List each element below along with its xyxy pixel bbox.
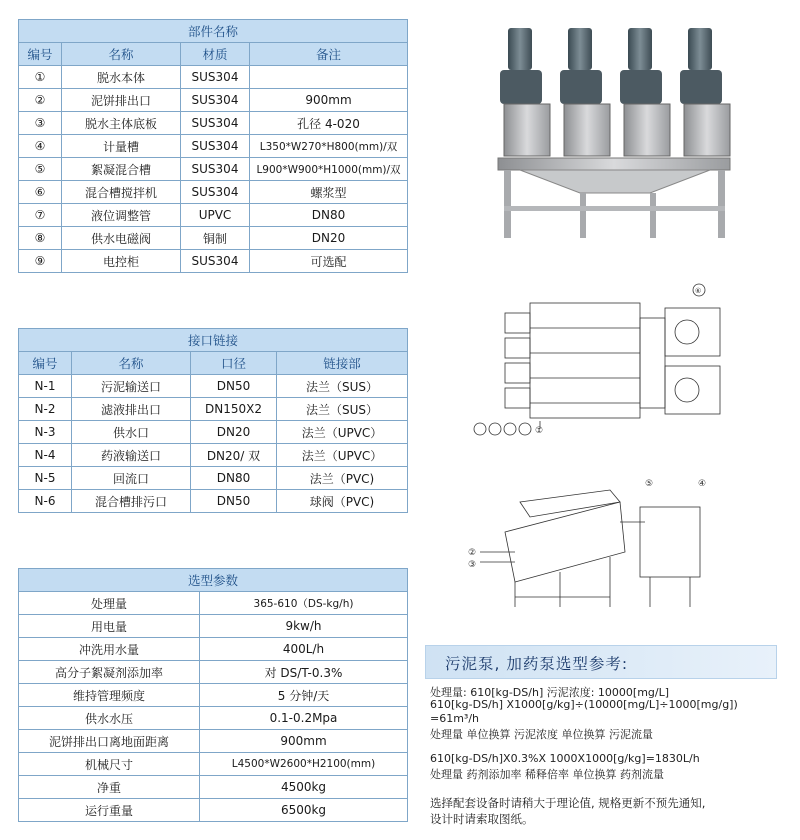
spec-row-cell: 4500kg <box>200 776 408 799</box>
ports-row-cell: 法兰（SUS） <box>277 398 408 421</box>
spec-row-cell: 5 分钟/天 <box>200 684 408 707</box>
formula-line-6: 处理量 药剂添加率 稀释倍率 单位换算 药剂流量 <box>430 768 664 781</box>
parts-row-cell: ① <box>19 66 62 89</box>
ports-row <box>19 467 408 490</box>
parts-row-cell: ② <box>19 89 62 112</box>
side-label-3: ③ <box>468 560 477 570</box>
spec-row-cell: 高分子絮凝剂添加率 <box>19 661 200 684</box>
ports-header-size: 口径 <box>191 352 277 375</box>
ports-row <box>19 421 408 444</box>
top-view-drawing <box>455 283 755 443</box>
note-line-2: 设计时请索取图纸。 <box>430 812 534 826</box>
parts-row-cell: 脱水主体底板 <box>62 112 181 135</box>
parts-row-cell: 可选配 <box>250 250 408 273</box>
ports-row-cell: 混合槽排污口 <box>72 490 191 513</box>
parts-row-cell: ⑥ <box>19 181 62 204</box>
formula-line-1: 处理量: 610[kg-DS/h] 污泥浓度: 10000[mg/L] <box>430 686 670 699</box>
parts-row <box>19 158 408 181</box>
parts-row-cell: 孔径 4-020 <box>250 112 408 135</box>
parts-row <box>19 250 408 273</box>
spec-row-cell: 900mm <box>200 730 408 753</box>
parts-row-cell: 计量槽 <box>62 135 181 158</box>
parts-row <box>19 135 408 158</box>
spec-row <box>19 615 408 638</box>
spec-row-cell: 9kw/h <box>200 615 408 638</box>
parts-table <box>18 19 408 273</box>
ports-header-connection: 链接部 <box>277 352 408 375</box>
ports-row-cell: DN50 <box>191 375 277 398</box>
spec-row <box>19 730 408 753</box>
formula-line-2: 610[kg-DS/h] X1000[g/kg]÷(10000[mg/L]÷1000[mg/g]) <box>430 698 738 711</box>
parts-row-cell: 泥饼排出口 <box>62 89 181 112</box>
parts-row-cell: SUS304 <box>181 158 250 181</box>
ports-row-cell: 供水口 <box>72 421 191 444</box>
parts-row <box>19 204 408 227</box>
parts-row-cell: ④ <box>19 135 62 158</box>
spec-row-cell: 净重 <box>19 776 200 799</box>
top-view-label-1: ① <box>535 426 544 436</box>
ports-row-cell: N-6 <box>19 490 72 513</box>
ports-table <box>18 328 408 513</box>
ports-row <box>19 398 408 421</box>
spec-row-cell: 维持管理频度 <box>19 684 200 707</box>
parts-header-material: 材质 <box>181 43 250 66</box>
ports-row-cell: N-5 <box>19 467 72 490</box>
parts-row-cell: 螺浆型 <box>250 181 408 204</box>
ports-row-cell: DN50 <box>191 490 277 513</box>
parts-row-cell: SUS304 <box>181 250 250 273</box>
spec-row-cell: 供水水压 <box>19 707 200 730</box>
ports-row-cell: 滤液排出口 <box>72 398 191 421</box>
parts-row-cell <box>250 66 408 89</box>
parts-row-cell: ⑤ <box>19 158 62 181</box>
reference-title: 污泥泵, 加药泵选型参考: <box>445 655 629 673</box>
spec-row-cell: 对 DS/T-0.3% <box>200 661 408 684</box>
spec-row-cell: 用电量 <box>19 615 200 638</box>
spec-row-cell: 365-610（DS-kg/h) <box>200 592 408 615</box>
parts-header-note: 备注 <box>250 43 408 66</box>
spec-table-title: 选型参数 <box>19 569 408 592</box>
parts-row-cell: SUS304 <box>181 89 250 112</box>
parts-row-cell: 液位调整管 <box>62 204 181 227</box>
parts-row-cell: 电控柜 <box>62 250 181 273</box>
parts-row-cell: ③ <box>19 112 62 135</box>
side-view-drawing <box>460 472 750 612</box>
parts-row-cell: ⑨ <box>19 250 62 273</box>
ports-row-cell: DN80 <box>191 467 277 490</box>
parts-header-no: 编号 <box>19 43 62 66</box>
ports-row-cell: 法兰（PVC) <box>277 467 408 490</box>
top-view-label-6: ⑥ <box>695 287 702 295</box>
spec-row <box>19 592 408 615</box>
spec-row <box>19 661 408 684</box>
spec-row-cell: 处理量 <box>19 592 200 615</box>
parts-row <box>19 227 408 250</box>
spec-row <box>19 776 408 799</box>
parts-table-title: 部件名称 <box>19 20 408 43</box>
parts-row <box>19 66 408 89</box>
parts-row-cell: L900*W900*H1000(mm)/双 <box>250 158 408 181</box>
side-label-2: ② <box>468 548 477 558</box>
spec-row <box>19 707 408 730</box>
spec-row <box>19 638 408 661</box>
ports-row-cell: 球阀（PVC) <box>277 490 408 513</box>
parts-row-cell: 絮凝混合槽 <box>62 158 181 181</box>
parts-row <box>19 181 408 204</box>
formula-line-4: 处理量 单位换算 污泥浓度 单位换算 污泥流量 <box>430 728 653 741</box>
spec-row-cell: 机械尺寸 <box>19 753 200 776</box>
ports-row-cell: 法兰（SUS） <box>277 375 408 398</box>
ports-header-no: 编号 <box>19 352 72 375</box>
parts-row <box>19 112 408 135</box>
spec-row-cell: 泥饼排出口离地面距离 <box>19 730 200 753</box>
ports-header-name: 名称 <box>72 352 191 375</box>
parts-row-cell: 供水电磁阀 <box>62 227 181 250</box>
spec-row-cell: L4500*W2600*H2100(mm) <box>200 753 408 776</box>
ports-row-cell: 污泥输送口 <box>72 375 191 398</box>
ports-row-cell: N-1 <box>19 375 72 398</box>
spec-row <box>19 799 408 822</box>
ports-row-cell: 法兰（UPVC） <box>277 421 408 444</box>
ports-row-cell: N-2 <box>19 398 72 421</box>
parts-header-name: 名称 <box>62 43 181 66</box>
parts-row-cell: UPVC <box>181 204 250 227</box>
parts-row-cell: 铜制 <box>181 227 250 250</box>
spec-row-cell: 冲洗用水量 <box>19 638 200 661</box>
side-label-5: ⑤ <box>645 479 654 489</box>
parts-row-cell: ⑦ <box>19 204 62 227</box>
ports-row <box>19 444 408 467</box>
spec-row <box>19 753 408 776</box>
spec-row-cell: 运行重量 <box>19 799 200 822</box>
parts-row-cell: SUS304 <box>181 66 250 89</box>
ports-row-cell: 回流口 <box>72 467 191 490</box>
parts-row-cell: 混合槽搅拌机 <box>62 181 181 204</box>
parts-row-cell: ⑧ <box>19 227 62 250</box>
parts-row-cell: L350*W270*H800(mm)/双 <box>250 135 408 158</box>
ports-row-cell: N-3 <box>19 421 72 444</box>
parts-row-cell: SUS304 <box>181 181 250 204</box>
formula-line-5: 610[kg-DS/h]X0.3%X 1000X1000[g/kg]=1830L/h <box>430 752 700 765</box>
note-line-1: 选择配套设备时请稍大于理论值, 规格更新不预先通知, <box>430 796 706 810</box>
machine-photo <box>480 18 750 248</box>
parts-row-cell: SUS304 <box>181 112 250 135</box>
parts-row-cell: 脱水本体 <box>62 66 181 89</box>
ports-row <box>19 490 408 513</box>
ports-row-cell: DN20/ 双 <box>191 444 277 467</box>
side-label-4: ④ <box>698 479 707 489</box>
spec-table <box>18 568 408 822</box>
parts-row-cell: SUS304 <box>181 135 250 158</box>
ports-row-cell: DN20 <box>191 421 277 444</box>
parts-row-cell: 900mm <box>250 89 408 112</box>
ports-row <box>19 375 408 398</box>
ports-row-cell: DN150X2 <box>191 398 277 421</box>
ports-row-cell: N-4 <box>19 444 72 467</box>
spec-row-cell: 6500kg <box>200 799 408 822</box>
formula-line-3: =61m³/h <box>430 712 480 725</box>
spec-row <box>19 684 408 707</box>
spec-row-cell: 0.1-0.2Mpa <box>200 707 408 730</box>
ports-table-title: 接口链接 <box>19 329 408 352</box>
ports-row-cell: 法兰（UPVC） <box>277 444 408 467</box>
ports-row-cell: 药液输送口 <box>72 444 191 467</box>
parts-row <box>19 89 408 112</box>
parts-row-cell: DN20 <box>250 227 408 250</box>
spec-row-cell: 400L/h <box>200 638 408 661</box>
parts-row-cell: DN80 <box>250 204 408 227</box>
